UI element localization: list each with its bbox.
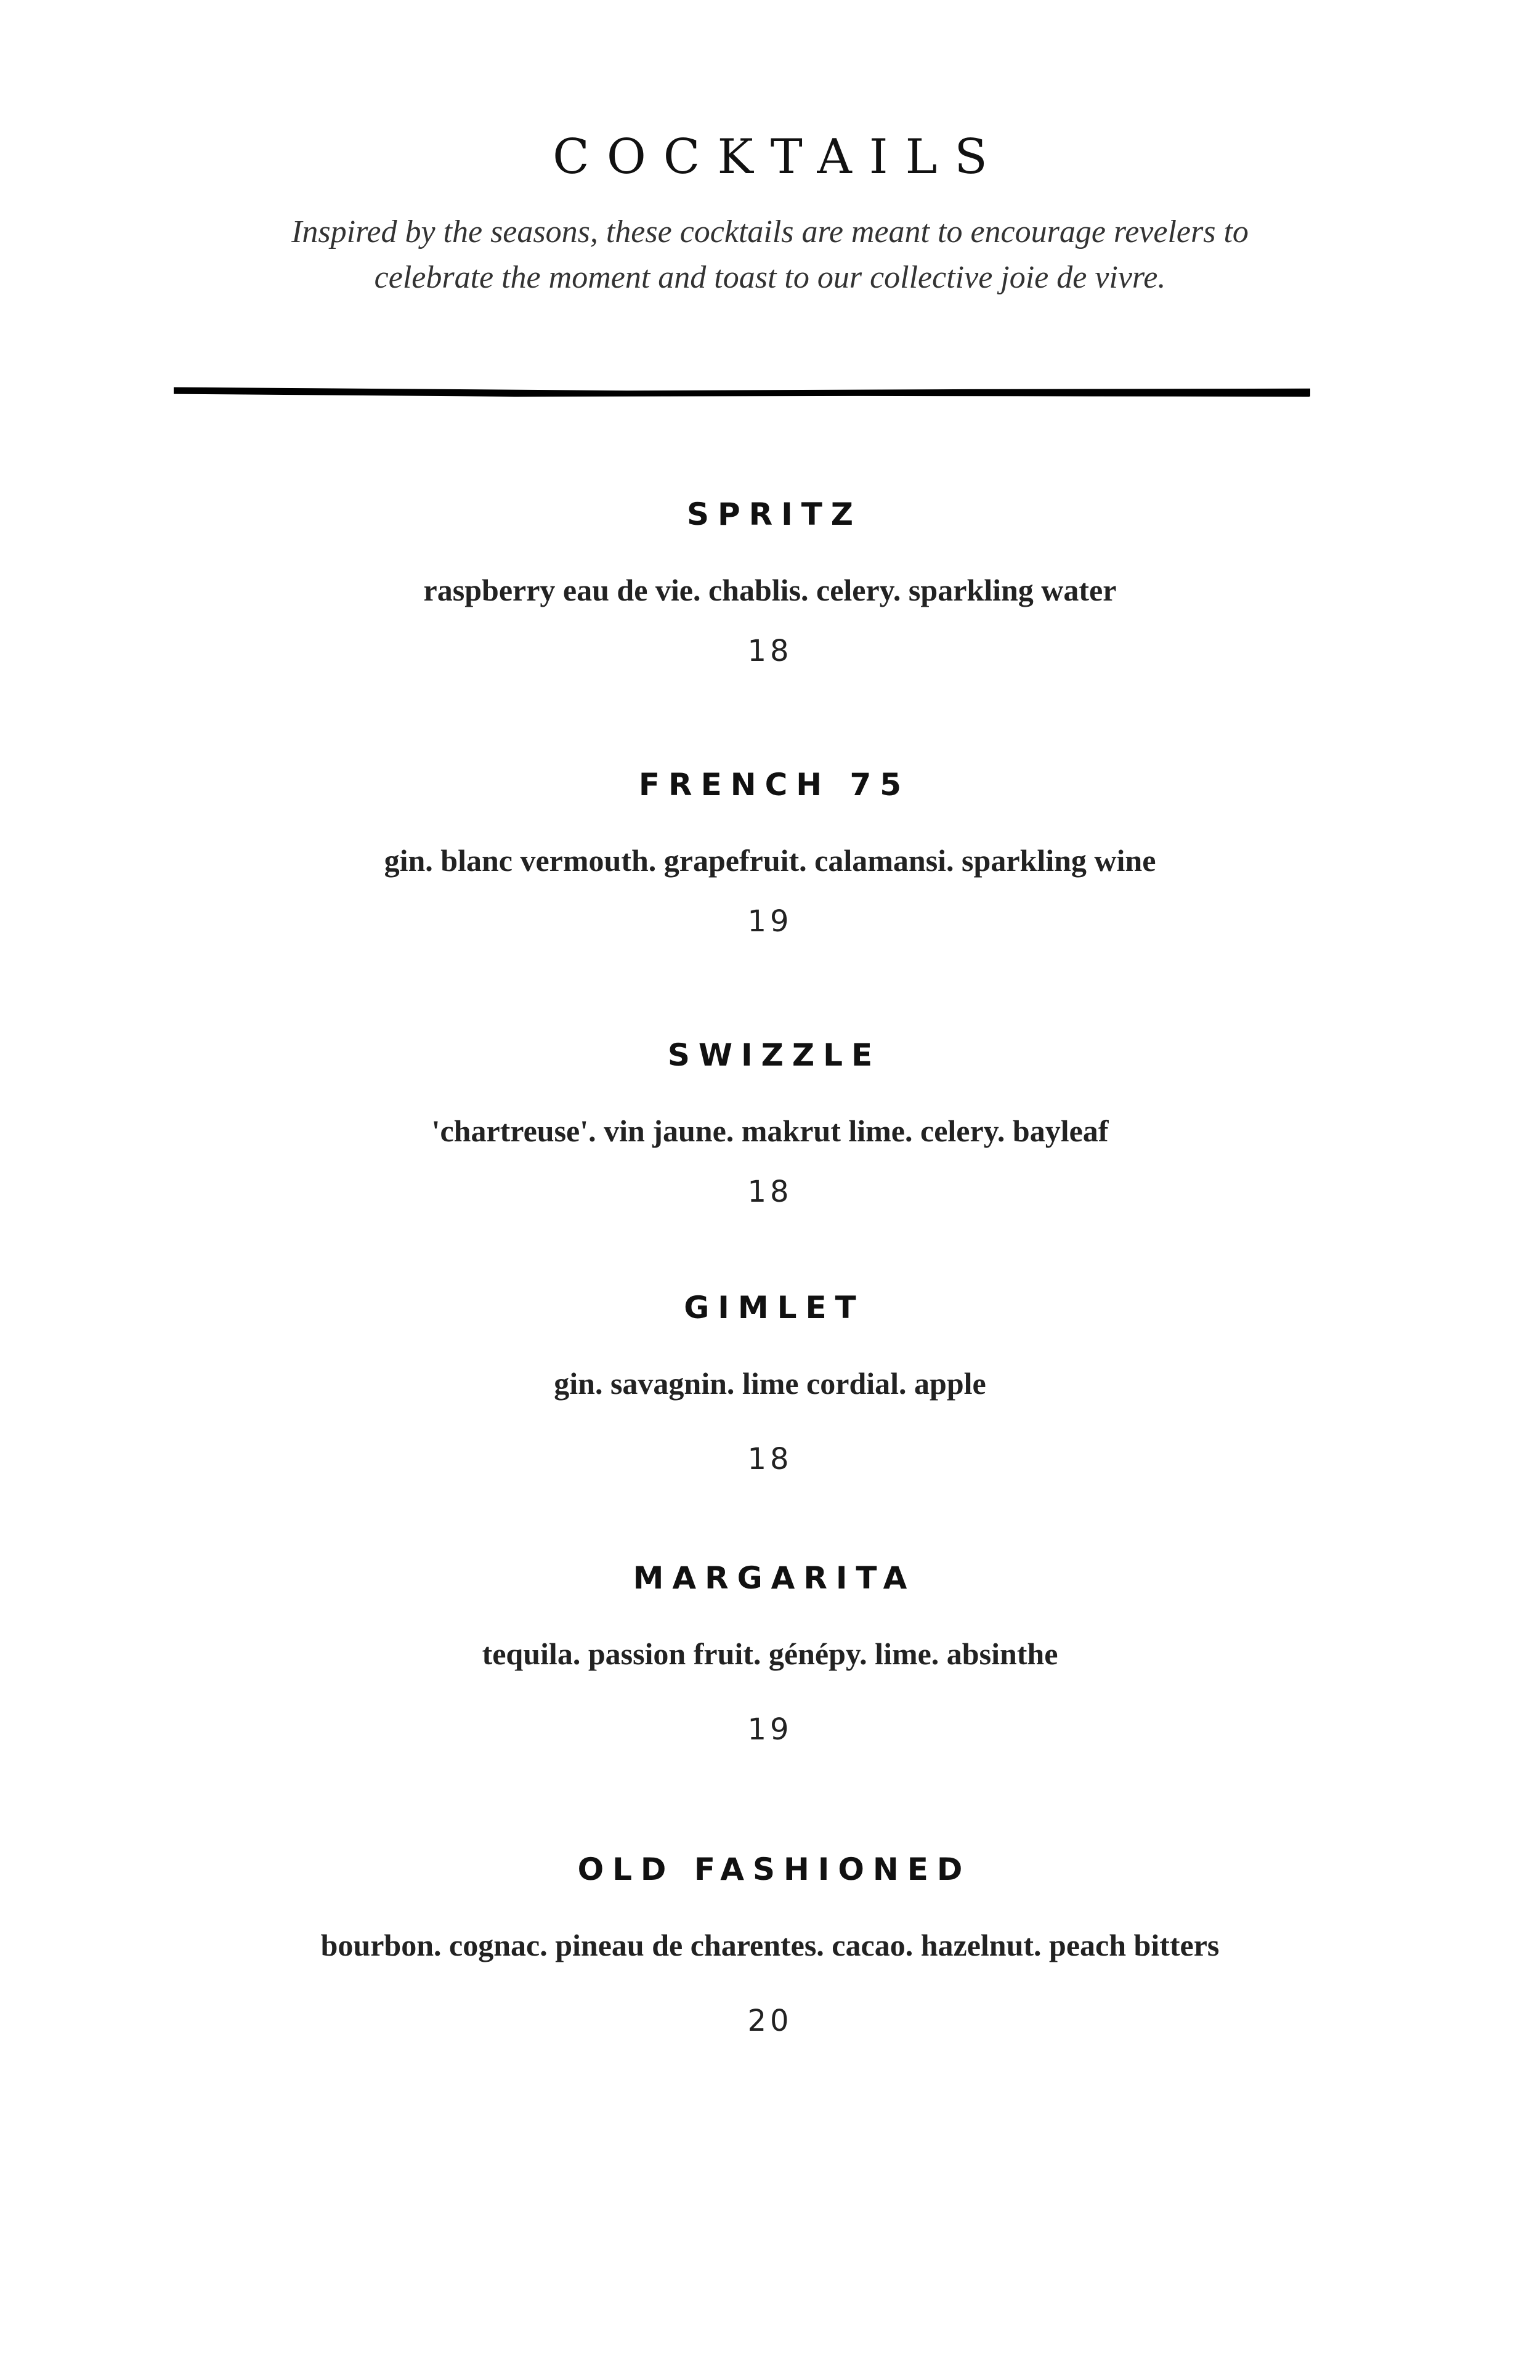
item-price: 18 bbox=[747, 634, 793, 668]
item-description: 'chartreuse'. vin jaune. makrut lime. celery. bayleaf bbox=[431, 1114, 1109, 1148]
page-title: COCKTAILS bbox=[553, 129, 1005, 185]
item-description: raspberry eau de vie. chablis. celery. sparkling water bbox=[423, 573, 1117, 607]
item-name: MARGARITA bbox=[633, 1560, 916, 1596]
menu-item-spritz bbox=[0, 496, 1540, 670]
item-description: bourbon. cognac. pineau de charentes. cacao. hazelnut. peach bitters bbox=[320, 1928, 1220, 1962]
item-name: OLD FASHIONED bbox=[577, 1852, 971, 1887]
intro-text: Inspired by the seasons, these cocktails are meant to encourage revelers to celebrate the moment and toast to our collective joie de vivre. bbox=[291, 214, 1249, 295]
item-price: 18 bbox=[747, 1175, 793, 1209]
item-name: SPRITZ bbox=[686, 496, 862, 532]
item-description: gin. blanc vermouth. grapefruit. calamansi. sparkling wine bbox=[384, 843, 1156, 878]
item-description: gin. savagnin. lime cordial. apple bbox=[554, 1366, 986, 1401]
item-price: 19 bbox=[747, 1712, 793, 1747]
item-name: FRENCH 75 bbox=[638, 767, 910, 803]
menu-item-gimlet bbox=[0, 1289, 1540, 1478]
item-price: 19 bbox=[747, 904, 793, 939]
menu-item-margarita bbox=[0, 1560, 1540, 1748]
item-price: 20 bbox=[747, 2004, 793, 2038]
item-name: GIMLET bbox=[684, 1290, 865, 1326]
menu-item-swizzle bbox=[0, 1037, 1540, 1210]
item-price: 18 bbox=[747, 1442, 793, 1476]
item-description: tequila. passion fruit. génépy. lime. absinthe bbox=[482, 1637, 1058, 1671]
menu-item-old-fashioned bbox=[0, 1851, 1540, 2039]
menu-item-french-75 bbox=[0, 766, 1540, 940]
item-name: SWIZZLE bbox=[667, 1037, 881, 1073]
header-divider bbox=[174, 383, 1310, 397]
